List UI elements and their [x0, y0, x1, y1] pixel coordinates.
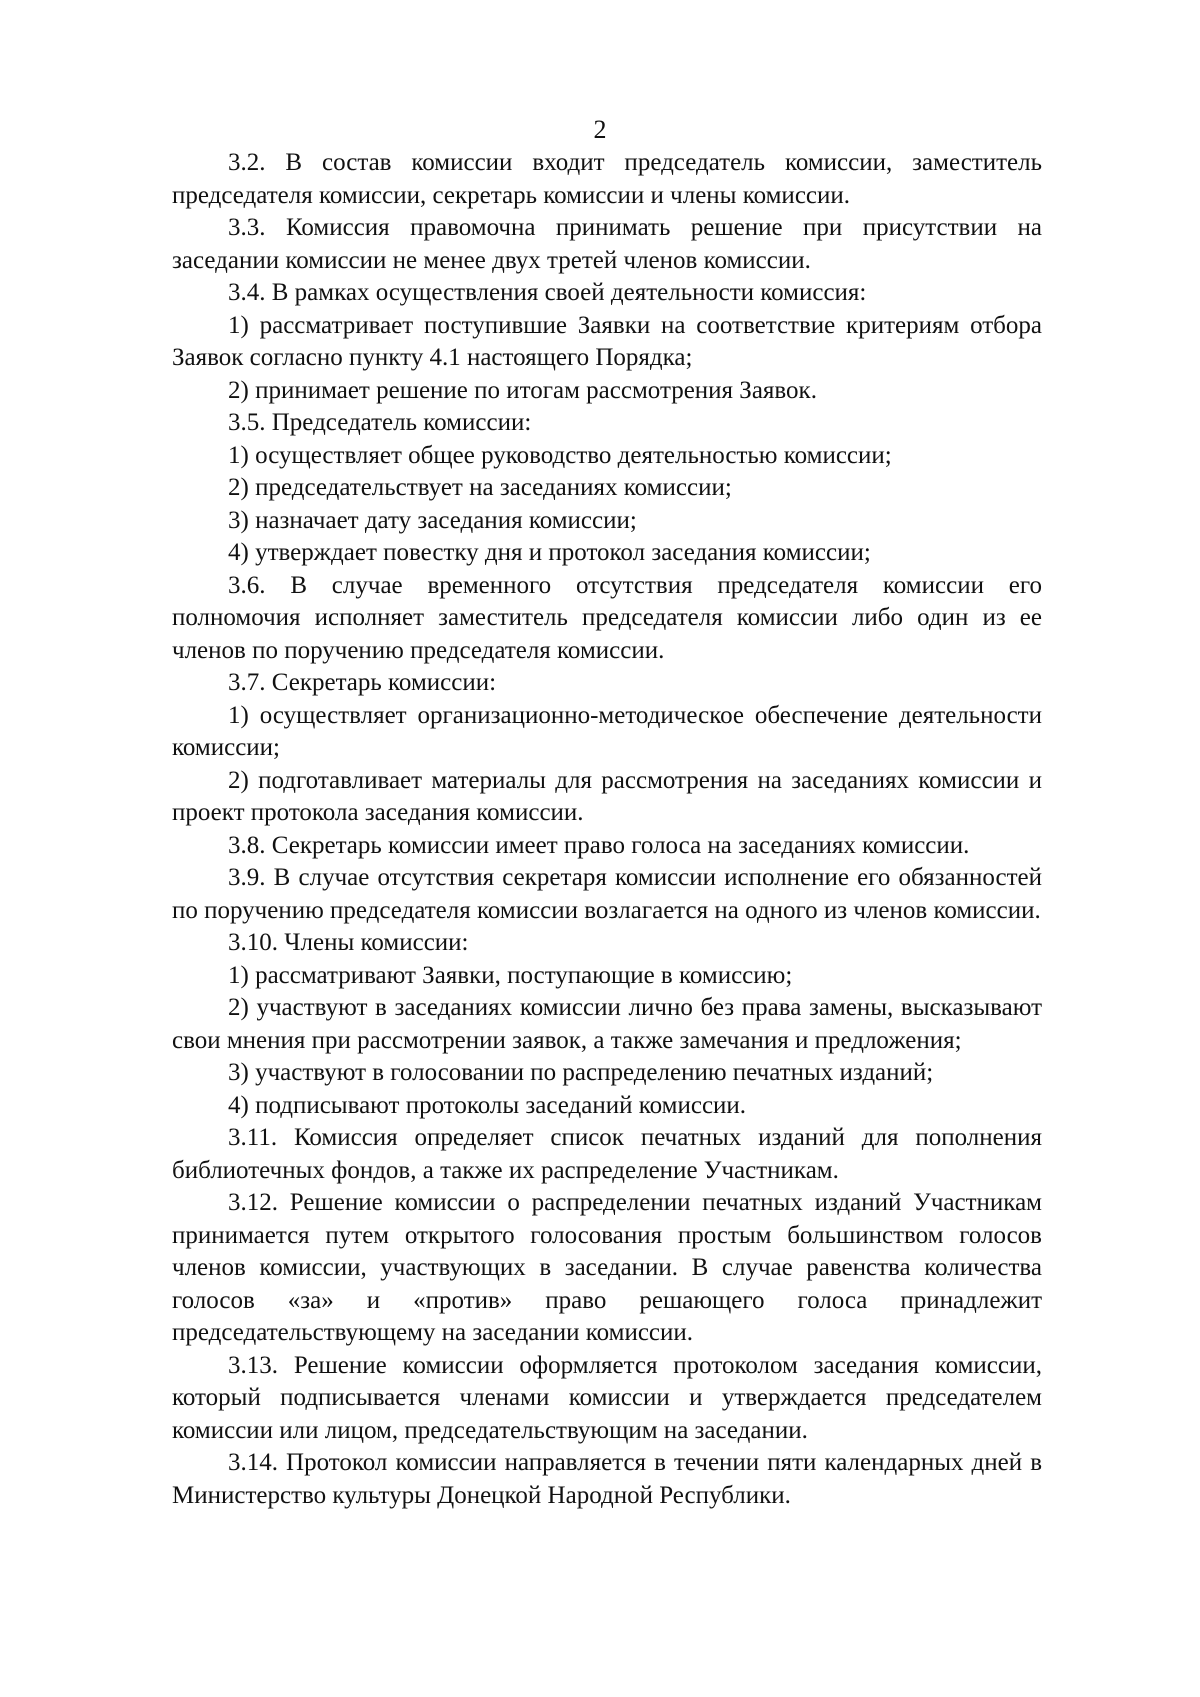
paragraph-3-9: 3.9. В случае отсутствия секретаря комиссии исполнение его обязанностей по поручению председателя комиссии возлагается на одного из членов комиссии. [172, 864, 1042, 924]
list-item-3-5-2: 2) председательствует на заседаниях комиссии; [228, 474, 732, 501]
paragraph-3-14: 3.14. Протокол комиссии направляется в течении пяти календарных дней в Министерство культуры Донецкой Народной Республики. [172, 1449, 1042, 1509]
paragraph-3-5: 3.5. Председатель комиссии: [228, 409, 532, 436]
paragraph-3-10: 3.10. Члены комиссии: [228, 929, 469, 956]
paragraph-3-6: 3.6. В случае временного отсутствия председателя комиссии его полномочия исполняет заместитель председателя комиссии либо один из ее членов по поручению председателя комиссии. [172, 571, 1042, 664]
list-item-3-7-2: 2) подготавливает материалы для рассмотрения на заседаниях комиссии и проект протокола заседания комиссии. [172, 766, 1042, 826]
list-item-3-4-2: 2) принимает решение по итогам рассмотрения Заявок. [228, 376, 817, 404]
paragraph-3-2: 3.2. В состав комиссии входит председатель комиссии, заместитель председателя комиссии, секретарь комиссии и члены комиссии. [172, 149, 1042, 209]
list-item-3-10-2: 2) участвуют в заседаниях комиссии лично без права замены, высказывают свои мнения при рассмотрении заявок, а также замечания и предложения; [172, 994, 1042, 1054]
list-item-3-7-1: 1) осуществляет организационно-методическое обеспечение деятельности комиссии; [172, 701, 1042, 761]
list-item-3-10-3: 3) участвуют в голосовании по распределению печатных изданий; [228, 1059, 934, 1086]
list-item-3-4-1: 1) рассматривает поступившие Заявки на соответствие критериям отбора Заявок согласно пункту 4.1 настоящего Порядка; [172, 311, 1042, 371]
list-item-3-10-1: 1) рассматривают Заявки, поступающие в комиссию; [228, 961, 793, 989]
list-item-3-10-4: 4) подписывают протоколы заседаний комиссии. [228, 1091, 747, 1119]
page-number: 2 [593, 115, 607, 144]
document-body [172, 147, 1042, 1512]
paragraph-3-11: 3.11. Комиссия определяет список печатных изданий для пополнения библиотечных фондов, а также их распределение Участникам. [172, 1124, 1042, 1184]
list-item-3-5-3: 3) назначает дату заседания комиссии; [228, 506, 637, 534]
paragraph-3-12: 3.12. Решение комиссии о распределении печатных изданий Участникам принимается путем открытого голосования простым большинством голосов членов комиссии, участвующих в заседании. В случае равенства количества голосов «за» и «против» право решающего голоса принадлежит председательствующему на заседании комиссии. [172, 1189, 1042, 1346]
list-item-3-5-4: 4) утверждает повестку дня и протокол заседания комиссии; [228, 539, 871, 566]
list-item-3-5-1: 1) осуществляет общее руководство деятельностью комиссии; [228, 441, 892, 469]
paragraph-3-4: 3.4. В рамках осуществления своей деятельности комиссия: [228, 279, 867, 306]
paragraph-3-7: 3.7. Секретарь комиссии: [228, 669, 497, 696]
paragraph-3-3: 3.3. Комиссия правомочна принимать решение при присутствии на заседании комиссии не менее двух третей членов комиссии. [172, 214, 1042, 274]
paragraph-3-13: 3.13. Решение комиссии оформляется протоколом заседания комиссии, который подписывается членами комиссии и утверждается председателем комиссии или лицом, председательствующим на заседании. [172, 1351, 1042, 1444]
paragraph-3-8: 3.8. Секретарь комиссии имеет право голоса на заседаниях комиссии. [228, 831, 970, 859]
